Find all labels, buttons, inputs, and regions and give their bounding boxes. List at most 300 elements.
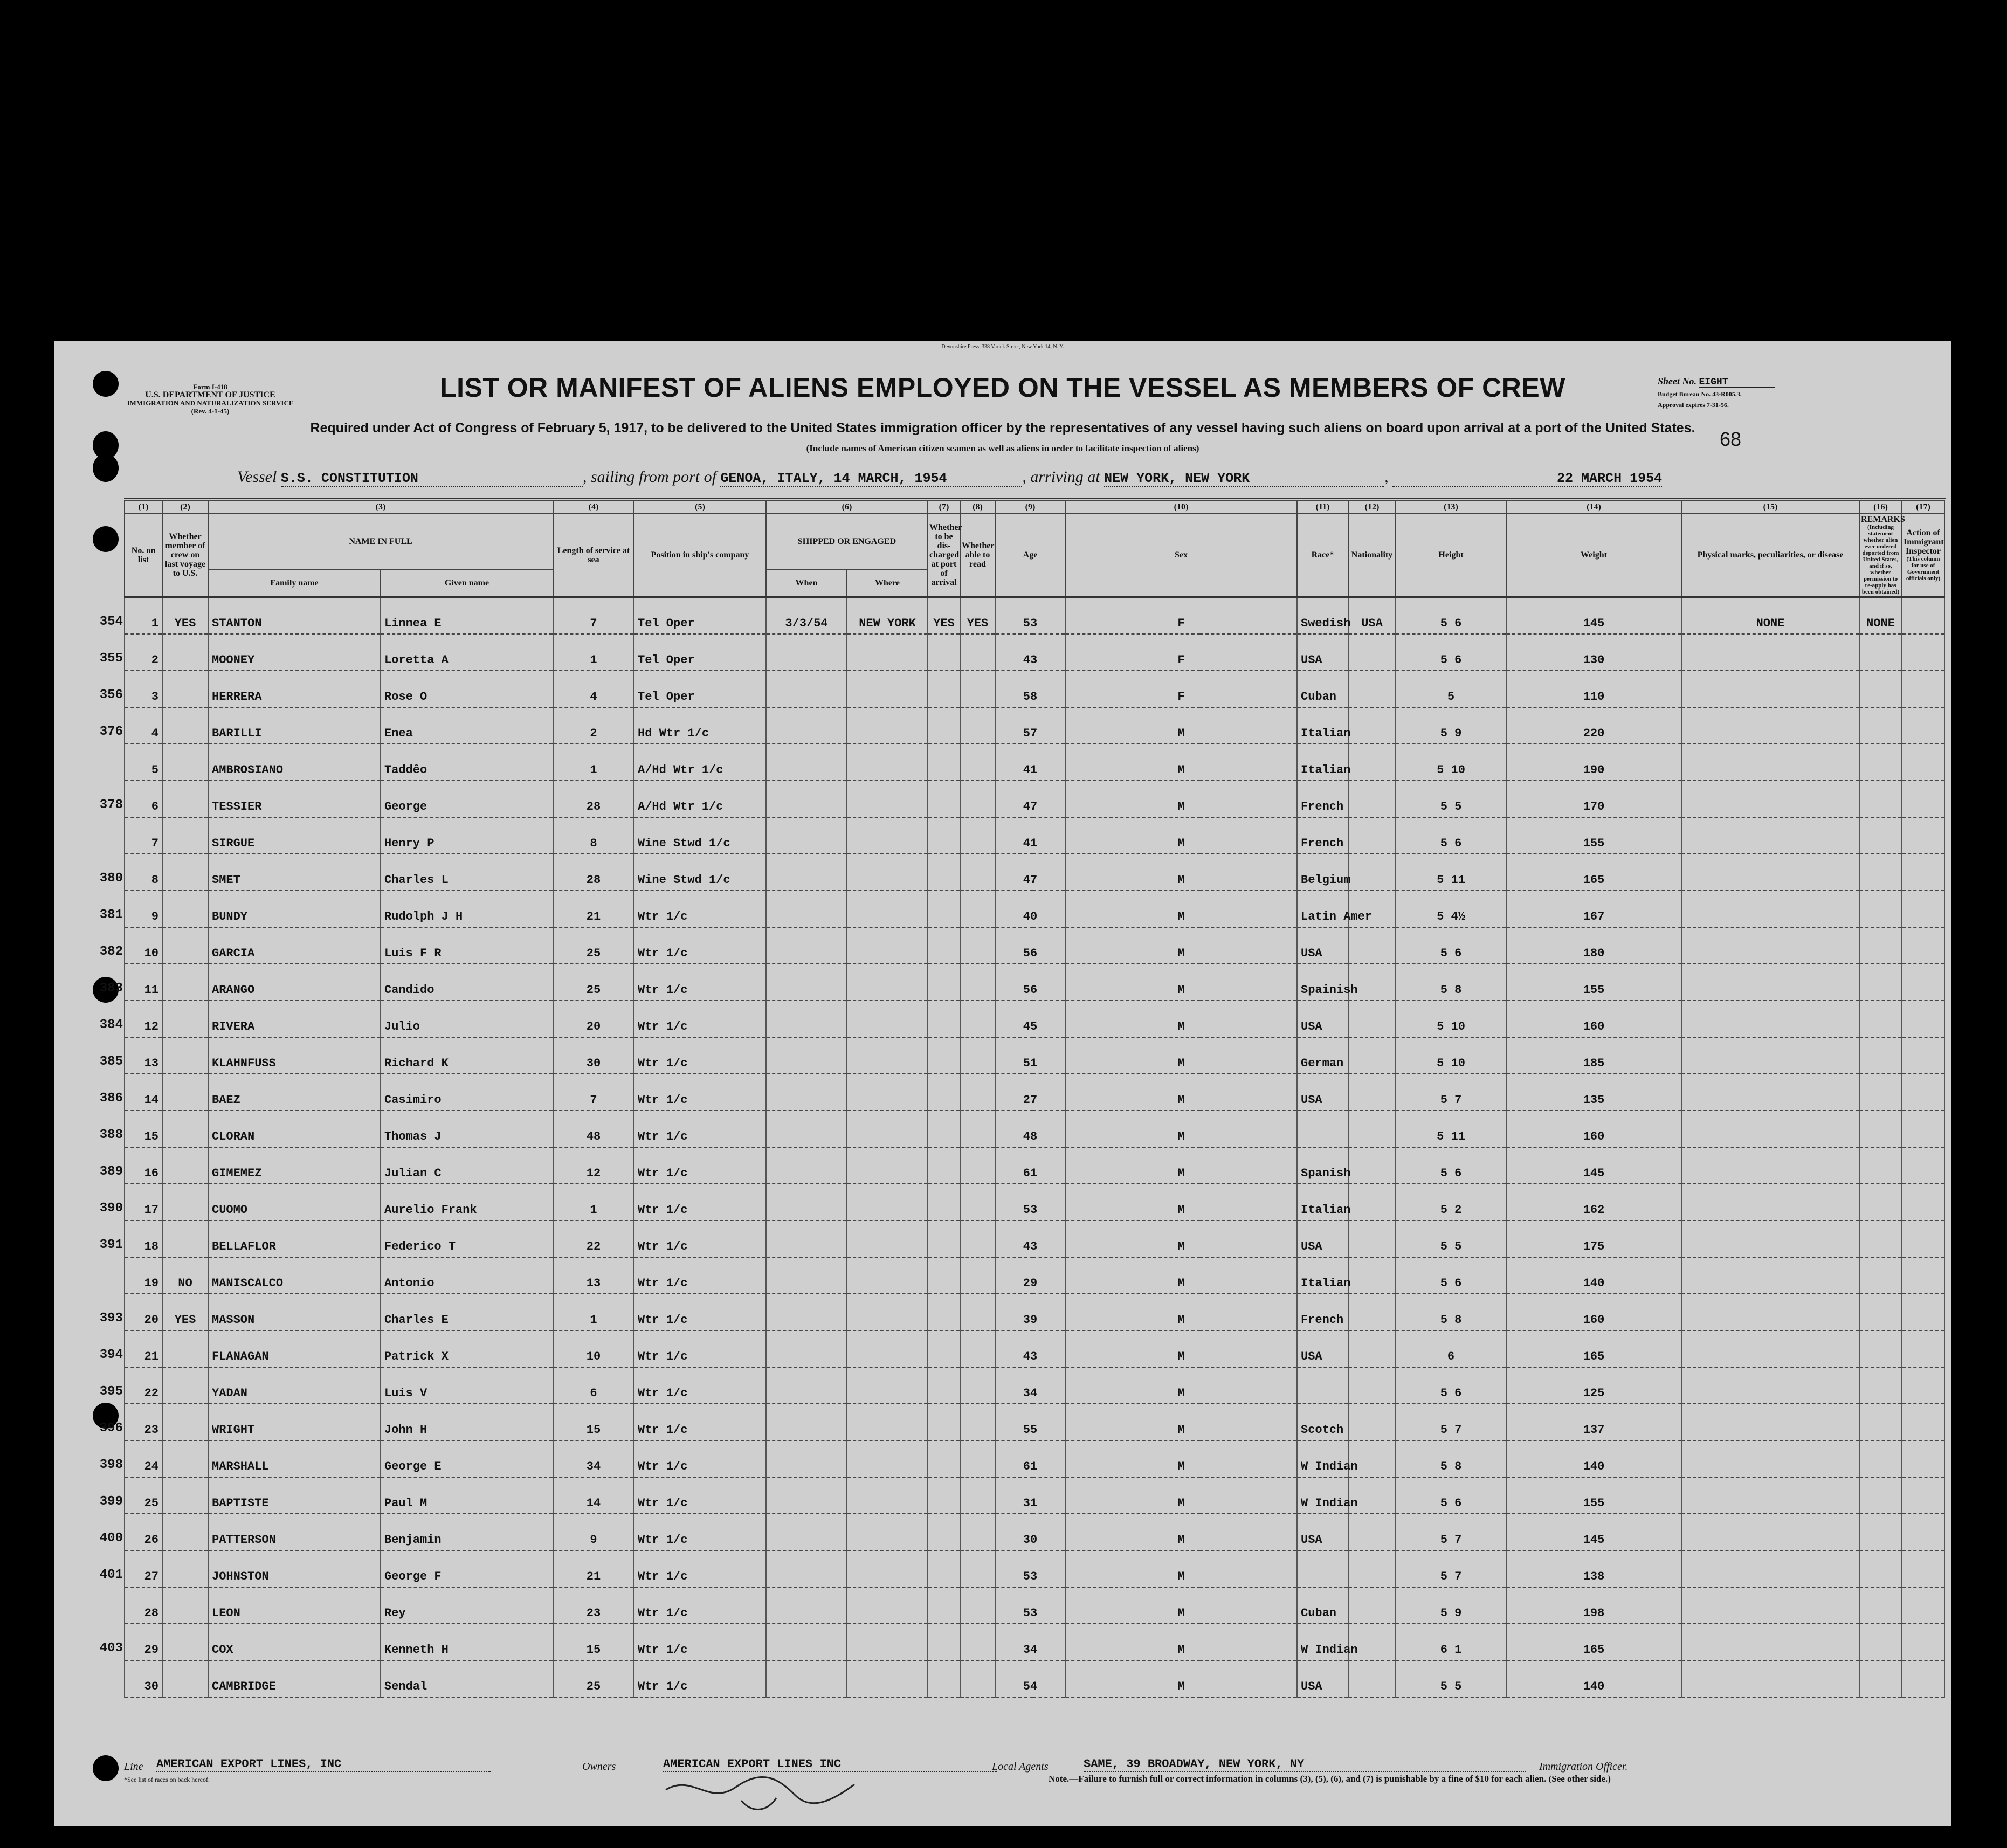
height-cell: 5 6 — [1396, 634, 1506, 671]
discharge-status-cell — [928, 1624, 960, 1660]
shipped-when-cell — [766, 1147, 847, 1184]
table-row — [125, 1624, 1944, 1660]
sheet-number-label: Sheet No. — [1658, 376, 1696, 387]
crew-status-cell — [162, 671, 208, 707]
position-cell: Wtr 1/c — [634, 1184, 766, 1220]
height-cell: 5 8 — [1396, 1440, 1506, 1477]
race-cell — [1297, 1367, 1348, 1404]
remarks-cell — [1859, 1477, 1902, 1514]
binder-hole — [93, 1755, 119, 1781]
table-row — [125, 1477, 1944, 1514]
discharge-status-cell — [928, 744, 960, 781]
given-name-cell: Thomas J — [381, 1111, 553, 1147]
table-row — [125, 1037, 1944, 1074]
read-status-cell — [960, 707, 995, 744]
remarks-cell: NONE — [1859, 597, 1902, 634]
prefix-number: 396 — [99, 1421, 123, 1436]
position-cell: Wtr 1/c — [634, 1257, 766, 1294]
inspector-action-cell — [1902, 597, 1944, 634]
table-row — [125, 964, 1944, 1001]
table-row — [125, 707, 1944, 744]
age-cell: 43 — [995, 1330, 1065, 1367]
physical-marks-cell — [1681, 1660, 1859, 1697]
col-nationality-header: Nationality — [1348, 513, 1396, 597]
col-inspector-header — [1902, 513, 1944, 597]
given-name-cell: Antonio — [381, 1257, 553, 1294]
remarks-title: REMARKS — [1861, 515, 1905, 524]
inspector-action-cell — [1902, 1184, 1944, 1220]
remarks-cell — [1859, 1147, 1902, 1184]
read-status-cell — [960, 964, 995, 1001]
family-name-cell: GIMEMEZ — [208, 1147, 381, 1184]
read-status-cell — [960, 891, 995, 927]
table-row — [125, 817, 1944, 854]
crew-status-cell — [162, 781, 208, 817]
discharge-status-cell — [928, 1660, 960, 1697]
col-2-number: (2) — [162, 501, 208, 513]
position-cell: Wtr 1/c — [634, 927, 766, 964]
position-cell: Wtr 1/c — [634, 1367, 766, 1404]
table-row — [125, 1220, 1944, 1257]
shipped-when-cell — [766, 1477, 847, 1514]
shipped-when-cell — [766, 1550, 847, 1587]
weight-cell: 140 — [1506, 1660, 1681, 1697]
age-cell: 53 — [995, 1184, 1065, 1220]
shipped-where-cell — [847, 671, 928, 707]
physical-marks-cell — [1681, 891, 1859, 927]
position-cell: Wtr 1/c — [634, 1624, 766, 1660]
shipped-when-cell — [766, 1624, 847, 1660]
discharge-status-cell — [928, 1257, 960, 1294]
crew-status-cell — [162, 634, 208, 671]
prefix-number: 399 — [99, 1494, 123, 1509]
shipped-where-cell — [847, 964, 928, 1001]
line-value: AMERICAN EXPORT LINES, INC — [156, 1757, 491, 1772]
position-cell: Wtr 1/c — [634, 1330, 766, 1367]
race-cell: Scotch — [1297, 1404, 1348, 1440]
age-cell: 30 — [995, 1514, 1065, 1550]
vessel-label: Vessel — [237, 468, 277, 486]
sex-cell: M — [1065, 1001, 1297, 1037]
prefix-number: 398 — [99, 1458, 123, 1472]
col-14-number: (14) — [1506, 501, 1681, 513]
budget-bureau-number: Budget Bureau No. 43-R005.3. — [1658, 390, 1742, 398]
sex-cell: M — [1065, 1111, 1297, 1147]
remarks-cell — [1859, 1294, 1902, 1330]
col-crew-member-header: Whether member of crew on last voyage to U.S. — [162, 513, 208, 597]
family-name-cell: MANISCALCO — [208, 1257, 381, 1294]
age-cell: 51 — [995, 1037, 1065, 1074]
position-cell: Wtr 1/c — [634, 1550, 766, 1587]
shipped-where-cell — [847, 1624, 928, 1660]
family-name-cell: BELLAFLOR — [208, 1220, 381, 1257]
read-status-cell — [960, 1111, 995, 1147]
family-name-cell: HERRERA — [208, 671, 381, 707]
remarks-cell — [1859, 1660, 1902, 1697]
nationality-cell — [1348, 1367, 1396, 1404]
position-cell: Wtr 1/c — [634, 1660, 766, 1697]
family-name-cell: YADAN — [208, 1367, 381, 1404]
shipped-when-cell — [766, 1294, 847, 1330]
given-name-cell: Rudolph J H — [381, 891, 553, 927]
crew-status-cell — [162, 1220, 208, 1257]
prefix-number: 389 — [99, 1164, 123, 1179]
position-cell: Wtr 1/c — [634, 1001, 766, 1037]
family-name-cell: CUOMO — [208, 1184, 381, 1220]
position-cell: Wtr 1/c — [634, 964, 766, 1001]
crew-status-cell — [162, 1147, 208, 1184]
arrival-date-prefix: 22 MARCH 19 — [1557, 471, 1646, 486]
prefix-number: 390 — [99, 1201, 123, 1216]
service-length-cell: 1 — [553, 1294, 634, 1330]
prefix-number: 393 — [99, 1311, 123, 1326]
given-name-cell: Charles L — [381, 854, 553, 891]
remarks-cell — [1859, 854, 1902, 891]
crew-table — [124, 500, 1945, 1698]
col-position-header: Position in ship's company — [634, 513, 766, 597]
sex-cell: M — [1065, 1367, 1297, 1404]
legal-requirement: Required under Act of Congress of February 5, 1917, to be delivered to the United States immigration officer by the representatives of any vessel having such aliens on board upon arrival at a port of the United States. — [310, 420, 1695, 436]
form-number: Form I-418 — [193, 383, 227, 391]
col-6-number: (6) — [766, 501, 928, 513]
inspector-action-cell — [1902, 1257, 1944, 1294]
remarks-cell — [1859, 964, 1902, 1001]
race-cell: USA — [1297, 1001, 1348, 1037]
shipped-where-cell — [847, 1660, 928, 1697]
service-length-cell: 9 — [553, 1514, 634, 1550]
arriving-label: , arriving at — [1022, 468, 1100, 486]
inspector-action-cell — [1902, 781, 1944, 817]
col-5-number: (5) — [634, 501, 766, 513]
page-title: LIST OR MANIFEST OF ALIENS EMPLOYED ON THE VESSEL AS MEMBERS OF CREW — [440, 373, 1565, 403]
col-marks-header: Physical marks, peculiarities, or disease — [1681, 513, 1859, 597]
shipped-where-cell — [847, 1404, 928, 1440]
remarks-cell — [1859, 1184, 1902, 1220]
local-agents-value: SAME, 39 BROADWAY, NEW YORK, NY — [1084, 1757, 1526, 1772]
table-row — [125, 1147, 1944, 1184]
service-length-cell: 34 — [553, 1440, 634, 1477]
physical-marks-cell — [1681, 1037, 1859, 1074]
shipped-when-cell — [766, 1037, 847, 1074]
race-cell: W Indian — [1297, 1440, 1348, 1477]
local-agents-label: Local Agents — [992, 1761, 1049, 1773]
discharge-status-cell — [928, 1514, 960, 1550]
read-status-cell — [960, 671, 995, 707]
crew-status-cell: YES — [162, 597, 208, 634]
age-cell: 29 — [995, 1257, 1065, 1294]
crew-status-cell: YES — [162, 1294, 208, 1330]
discharge-status-cell — [928, 1550, 960, 1587]
age-cell: 61 — [995, 1440, 1065, 1477]
service-length-cell: 28 — [553, 781, 634, 817]
discharge-status-cell — [928, 707, 960, 744]
position-cell: Wtr 1/c — [634, 1074, 766, 1111]
discharge-status-cell — [928, 1037, 960, 1074]
remarks-cell — [1859, 1111, 1902, 1147]
remarks-cell — [1859, 1514, 1902, 1550]
service-length-cell: 10 — [553, 1330, 634, 1367]
col-name-header: NAME IN FULL — [208, 513, 553, 569]
weight-cell: 165 — [1506, 1330, 1681, 1367]
row-number-cell: 21 — [125, 1330, 162, 1367]
nationality-cell — [1348, 1294, 1396, 1330]
remarks-cell — [1859, 671, 1902, 707]
position-cell: Wtr 1/c — [634, 1111, 766, 1147]
crew-status-cell — [162, 1001, 208, 1037]
position-cell: Wtr 1/c — [634, 1404, 766, 1440]
weight-cell: 162 — [1506, 1184, 1681, 1220]
remarks-cell — [1859, 1330, 1902, 1367]
inspector-title: Action of Immigrant Inspector — [1903, 528, 1944, 556]
nationality-cell — [1348, 1550, 1396, 1587]
row-number-cell: 5 — [125, 744, 162, 781]
weight-cell: 145 — [1506, 597, 1681, 634]
discharge-status-cell — [928, 1001, 960, 1037]
position-cell: Wine Stwd 1/c — [634, 817, 766, 854]
nationality-cell — [1348, 1660, 1396, 1697]
inspector-action-cell — [1902, 1330, 1944, 1367]
position-cell: Wtr 1/c — [634, 1514, 766, 1550]
family-name-cell: PATTERSON — [208, 1514, 381, 1550]
position-cell: Tel Oper — [634, 671, 766, 707]
family-name-cell: CAMBRIDGE — [208, 1660, 381, 1697]
crew-status-cell — [162, 1037, 208, 1074]
service-length-cell: 21 — [553, 891, 634, 927]
prefix-number: 388 — [99, 1128, 123, 1142]
physical-marks-cell — [1681, 964, 1859, 1001]
crew-rows — [125, 597, 1944, 1697]
age-cell: 48 — [995, 1111, 1065, 1147]
service-length-cell: 6 — [553, 1367, 634, 1404]
age-cell: 43 — [995, 634, 1065, 671]
row-number-cell: 30 — [125, 1660, 162, 1697]
position-cell: Wtr 1/c — [634, 1587, 766, 1624]
table-row — [125, 1330, 1944, 1367]
col-shipped-header: SHIPPED OR ENGAGED — [766, 513, 928, 569]
handwritten-signature — [660, 1768, 887, 1817]
position-cell: A/Hd Wtr 1/c — [634, 744, 766, 781]
remarks-cell — [1859, 1367, 1902, 1404]
service-length-cell: 23 — [553, 1587, 634, 1624]
weight-cell: 155 — [1506, 817, 1681, 854]
inspector-action-cell — [1902, 927, 1944, 964]
col-3-number: (3) — [208, 501, 553, 513]
table-row — [125, 597, 1944, 634]
service-length-cell: 20 — [553, 1001, 634, 1037]
row-number-cell: 19 — [125, 1257, 162, 1294]
family-name-cell: COX — [208, 1624, 381, 1660]
remarks-cell — [1859, 1220, 1902, 1257]
discharge-status-cell — [928, 1220, 960, 1257]
crew-status-cell — [162, 854, 208, 891]
row-number-cell: 7 — [125, 817, 162, 854]
race-cell: Italian — [1297, 707, 1348, 744]
discharge-status-cell — [928, 927, 960, 964]
race-cell: French — [1297, 781, 1348, 817]
col-8-number: (8) — [960, 501, 995, 513]
read-status-cell — [960, 1330, 995, 1367]
sex-cell: F — [1065, 634, 1297, 671]
given-name-cell: Kenneth H — [381, 1624, 553, 1660]
weight-cell: 167 — [1506, 891, 1681, 927]
sex-cell: M — [1065, 1550, 1297, 1587]
page-number: 68 — [1720, 428, 1742, 450]
height-cell: 5 7 — [1396, 1550, 1506, 1587]
weight-cell: 145 — [1506, 1147, 1681, 1184]
read-status-cell — [960, 1587, 995, 1624]
remarks-cell — [1859, 1001, 1902, 1037]
weight-cell: 130 — [1506, 634, 1681, 671]
table-row — [125, 1074, 1944, 1111]
inspector-action-cell — [1902, 854, 1944, 891]
shipped-when-cell — [766, 891, 847, 927]
remarks-cell — [1859, 1074, 1902, 1111]
header-rule — [124, 498, 1946, 499]
col-discharged-header: Whether to be dis-charged at port of arrival — [928, 513, 960, 597]
read-status-cell — [960, 1404, 995, 1440]
sex-cell: M — [1065, 1184, 1297, 1220]
shipped-where-cell — [847, 1550, 928, 1587]
discharge-status-cell — [928, 1111, 960, 1147]
read-status-cell — [960, 1220, 995, 1257]
height-cell: 5 8 — [1396, 1294, 1506, 1330]
age-cell: 57 — [995, 707, 1065, 744]
row-number-cell: 8 — [125, 854, 162, 891]
nationality-cell — [1348, 1220, 1396, 1257]
sex-cell: M — [1065, 744, 1297, 781]
height-cell: 5 6 — [1396, 1367, 1506, 1404]
table-row — [125, 634, 1944, 671]
weight-cell: 125 — [1506, 1367, 1681, 1404]
shipped-when-cell — [766, 1587, 847, 1624]
row-number-cell: 9 — [125, 891, 162, 927]
weight-cell: 165 — [1506, 1624, 1681, 1660]
shipped-when-cell — [766, 854, 847, 891]
given-name-cell: Casimiro — [381, 1074, 553, 1111]
prefix-number: 383 — [99, 981, 123, 996]
sex-cell: M — [1065, 817, 1297, 854]
shipped-where-cell — [847, 1111, 928, 1147]
shipped-where-cell — [847, 1367, 928, 1404]
height-cell: 5 — [1396, 671, 1506, 707]
age-cell: 41 — [995, 817, 1065, 854]
race-cell: Spanish — [1297, 1147, 1348, 1184]
given-name-cell: George E — [381, 1440, 553, 1477]
read-status-cell — [960, 1367, 995, 1404]
row-number-cell: 23 — [125, 1404, 162, 1440]
race-cell: USA — [1297, 1330, 1348, 1367]
col-family-name-header: Family name — [208, 569, 381, 597]
physical-marks-cell — [1681, 634, 1859, 671]
age-cell: 45 — [995, 1001, 1065, 1037]
read-status-cell — [960, 1037, 995, 1074]
weight-cell: 220 — [1506, 707, 1681, 744]
physical-marks-cell — [1681, 1514, 1859, 1550]
race-cell: French — [1297, 817, 1348, 854]
table-row — [125, 1001, 1944, 1037]
table-row — [125, 891, 1944, 927]
service-length-cell: 14 — [553, 1477, 634, 1514]
crew-status-cell — [162, 1587, 208, 1624]
shipped-where-cell — [847, 854, 928, 891]
col-10-number: (10) — [1065, 501, 1297, 513]
nationality-cell — [1348, 817, 1396, 854]
weight-cell: 175 — [1506, 1220, 1681, 1257]
owners-label: Owners — [582, 1761, 616, 1773]
position-cell: Wtr 1/c — [634, 1037, 766, 1074]
weight-cell: 180 — [1506, 927, 1681, 964]
weight-cell: 160 — [1506, 1294, 1681, 1330]
age-cell: 47 — [995, 781, 1065, 817]
age-cell: 47 — [995, 854, 1065, 891]
age-cell: 31 — [995, 1477, 1065, 1514]
nationality-cell — [1348, 1111, 1396, 1147]
row-number-cell: 13 — [125, 1037, 162, 1074]
prefix-number: 386 — [99, 1091, 123, 1106]
row-number-cell: 10 — [125, 927, 162, 964]
position-cell: A/Hd Wtr 1/c — [634, 781, 766, 817]
shipped-where-cell — [847, 1074, 928, 1111]
service-length-cell: 7 — [553, 597, 634, 634]
sex-cell: M — [1065, 891, 1297, 927]
arrival-date — [1392, 471, 1662, 487]
row-number-cell: 12 — [125, 1001, 162, 1037]
physical-marks-cell: NONE — [1681, 597, 1859, 634]
crew-status-cell — [162, 707, 208, 744]
weight-cell: 155 — [1506, 964, 1681, 1001]
prefix-number: 376 — [99, 725, 123, 739]
shipped-where-cell — [847, 1587, 928, 1624]
weight-cell: 135 — [1506, 1074, 1681, 1111]
arrival-port: NEW YORK, NEW YORK — [1104, 471, 1384, 487]
crew-status-cell — [162, 1074, 208, 1111]
sex-cell: M — [1065, 1074, 1297, 1111]
height-cell: 5 10 — [1396, 1001, 1506, 1037]
family-name-cell: ARANGO — [208, 964, 381, 1001]
sheet-number-value: EIGHT — [1699, 377, 1775, 388]
age-cell: 53 — [995, 1550, 1065, 1587]
discharge-status-cell — [928, 1367, 960, 1404]
physical-marks-cell — [1681, 1147, 1859, 1184]
binder-hole — [93, 454, 119, 482]
weight-cell: 160 — [1506, 1111, 1681, 1147]
height-cell: 5 11 — [1396, 1111, 1506, 1147]
prefix-number: 395 — [99, 1384, 123, 1399]
shipped-where-cell — [847, 1330, 928, 1367]
shipped-where-cell: NEW YORK — [847, 597, 928, 634]
age-cell: 27 — [995, 1074, 1065, 1111]
race-cell: USA — [1297, 1220, 1348, 1257]
row-number-cell: 15 — [125, 1111, 162, 1147]
shipped-where-cell — [847, 1037, 928, 1074]
position-cell: Wtr 1/c — [634, 1294, 766, 1330]
height-cell: 5 6 — [1396, 597, 1506, 634]
shipped-where-cell — [847, 781, 928, 817]
family-name-cell: CLORAN — [208, 1111, 381, 1147]
height-cell: 5 7 — [1396, 1074, 1506, 1111]
nationality-cell — [1348, 1184, 1396, 1220]
col-11-number: (11) — [1297, 501, 1348, 513]
row-number-cell: 2 — [125, 634, 162, 671]
height-cell: 5 6 — [1396, 1257, 1506, 1294]
read-status-cell — [960, 1074, 995, 1111]
position-cell: Wine Stwd 1/c — [634, 854, 766, 891]
sex-cell: M — [1065, 1477, 1297, 1514]
height-cell: 6 1 — [1396, 1624, 1506, 1660]
shipped-when-cell: 3/3/54 — [766, 597, 847, 634]
remarks-cell — [1859, 1587, 1902, 1624]
physical-marks-cell — [1681, 927, 1859, 964]
